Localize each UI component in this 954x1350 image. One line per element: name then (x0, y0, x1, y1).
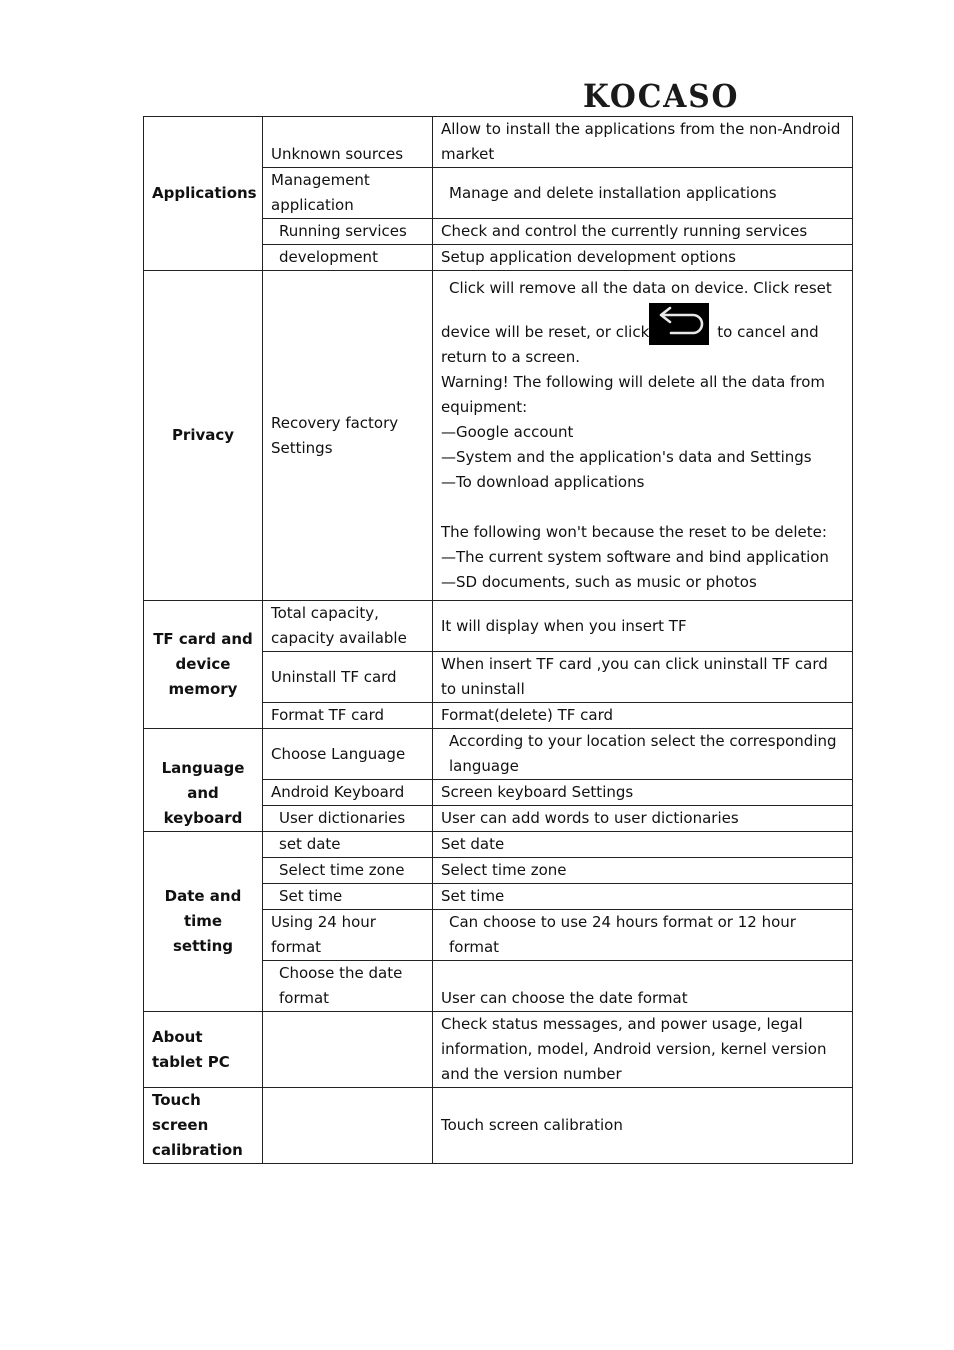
privacy-desc-line: Click will remove all the data on device. Click reset (449, 279, 832, 297)
desc-24-hour-format: Can choose to use 24 hours format or 12 hour format (433, 910, 853, 961)
table-row (144, 1012, 853, 1088)
desc-choose-language: According to your location select the corresponding language (433, 729, 853, 780)
item-date-format: Choose the date format (263, 961, 433, 1012)
privacy-desc-text: device will be reset, or click (441, 323, 650, 341)
item-unknown-sources: Unknown sources (263, 117, 433, 168)
item-choose-language: Choose Language (263, 729, 433, 780)
item-running-services: Running services (263, 219, 433, 245)
privacy-warning: Warning! The following will delete all the data from equipment: (441, 373, 826, 416)
privacy-delete-item: —System and the application's data and Settings (441, 448, 812, 466)
desc-running-services: Check and control the currently running services (433, 219, 853, 245)
brand-logo: KOCASO (583, 77, 740, 115)
desc-recovery-factory-settings (433, 271, 853, 601)
spacer (441, 495, 844, 520)
category-privacy: Privacy (144, 271, 263, 601)
item-uninstall-tf-card: Uninstall TF card (263, 652, 433, 703)
desc-management-application: Manage and delete installation applications (433, 168, 853, 219)
category-tf-card: TF card and device memory (144, 601, 263, 729)
privacy-delete-item: —Google account (441, 423, 574, 441)
desc-select-time-zone: Select time zone (433, 858, 853, 884)
item-format-tf-card: Format TF card (263, 703, 433, 729)
category-date-time: Date and time setting (144, 832, 263, 1012)
item-touch-empty (263, 1088, 433, 1164)
table-row (144, 1088, 853, 1164)
table-row (144, 832, 853, 858)
desc-about: Check status messages, and power usage, legal information, model, Android version, kernel version and the version number (433, 1012, 853, 1088)
item-select-time-zone: Select time zone (263, 858, 433, 884)
table-row (144, 601, 853, 652)
desc-touch: Touch screen calibration (433, 1088, 853, 1164)
table-row (144, 271, 853, 601)
desc-format-tf-card: Format(delete) TF card (433, 703, 853, 729)
desc-set-time: Set time (433, 884, 853, 910)
item-set-date: set date (263, 832, 433, 858)
desc-uninstall-tf-card: When insert TF card ,you can click uninstall TF card to uninstall (433, 652, 853, 703)
category-touch: Touch screen calibration (144, 1088, 263, 1164)
desc-unknown-sources: Allow to install the applications from the non-Android market (433, 117, 853, 168)
item-about-empty (263, 1012, 433, 1088)
privacy-desc-text: to cancel and return to a screen. (441, 323, 819, 366)
desc-date-format: User can choose the date format (433, 961, 853, 1012)
category-applications: Applications (144, 117, 263, 271)
item-development: development (263, 245, 433, 271)
back-arrow-icon (649, 303, 709, 345)
item-recovery-factory-settings: Recovery factory Settings (263, 271, 433, 601)
item-total-capacity: Total capacity, capacity available (263, 601, 433, 652)
item-set-time: Set time (263, 884, 433, 910)
privacy-keep-item: —SD documents, such as music or photos (441, 573, 757, 591)
item-user-dictionaries: User dictionaries (263, 806, 433, 832)
settings-table (143, 116, 853, 1164)
table-row (144, 729, 853, 780)
desc-total-capacity: It will display when you insert TF (433, 601, 853, 652)
privacy-keep-title: The following won't because the reset to be delete: (441, 523, 827, 541)
privacy-keep-item: —The current system software and bind application (441, 548, 829, 566)
privacy-desc-line (441, 303, 844, 370)
table-row (144, 117, 853, 168)
desc-android-keyboard: Screen keyboard Settings (433, 780, 853, 806)
desc-user-dictionaries: User can add words to user dictionaries (433, 806, 853, 832)
category-language: Language and keyboard (144, 729, 263, 832)
item-android-keyboard: Android Keyboard (263, 780, 433, 806)
privacy-delete-item: —To download applications (441, 473, 645, 491)
desc-set-date: Set date (433, 832, 853, 858)
item-management-application: Management application (263, 168, 433, 219)
desc-development: Setup application development options (433, 245, 853, 271)
category-about: About tablet PC (144, 1012, 263, 1088)
item-24-hour-format: Using 24 hour format (263, 910, 433, 961)
